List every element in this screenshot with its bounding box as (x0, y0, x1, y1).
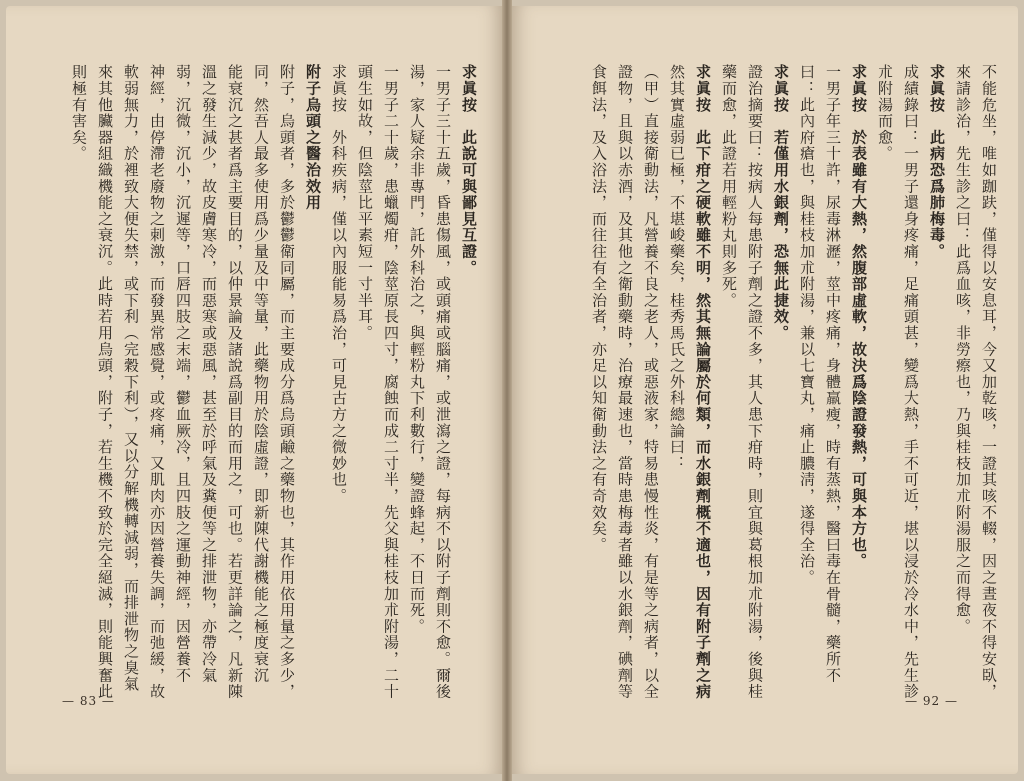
left-page (6, 6, 502, 774)
text-column: 來其他臟器組織機能之衰沉。此時若用烏頭，附子，若生機不致於完全絕滅，則能興奮此 (96, 64, 114, 700)
text-column: 證物，且與以赤酒，及其他之衛動藥時，治療最速也，當時患梅毒者雖以水銀劑，碘劑等 (616, 64, 634, 700)
text-column: 求眞按 此下疳之硬軟雖不明，然其無論屬於何類，而水銀劑概不適也，因有附子劑之病 (694, 64, 712, 700)
text-column: 弱，沉微，沉小，沉遲等，口唇四肢之末端，鬱血厥冷，且四肢之運動神經，因營養不 (174, 64, 192, 684)
text-column: 食餌法，及入浴法，而往往有全治者，亦足以知衛動法之有奇效矣。 (590, 64, 608, 553)
text-column: 則極有害矣。 (70, 64, 88, 162)
page-number: — 92 — (905, 694, 958, 708)
text-column: 曰：此內府瘡也，與桂枝加朮附湯，兼以七寶丸，痛止膿淸，遂得全治。 (798, 64, 816, 586)
text-column: 一男子二十歲，患蠟燭疳，陰莖原長四寸，腐蝕而成二寸半，先父與桂枝加朮附湯，二十 (382, 64, 400, 700)
text-column: 溫之發生減少，故皮膚寒冷，而惡寒或惡風，甚至於呼氣及糞便等之排泄物，亦帶冷氣 (200, 64, 218, 684)
text-column: （甲）直接衛動法，凡營養不良之老人，或惡液家，特易患慢性炎，有是等之病者，以全 (642, 64, 660, 700)
text-column: 一男子三十五歲，昏患傷風，或頭痛或腦痛，或泄瀉之證，每病不以附子劑則不愈。爾後 (434, 64, 452, 700)
text-column: 求眞按 外科疾病，僅以內服能易爲治，可見古方之微妙也。 (330, 64, 348, 505)
text-column: 證治摘要曰：按病人每患附子劑之證不多，其人患下疳時，則宜與葛根加朮附湯，後與桂 (746, 64, 764, 700)
text-column: 朮附湯而愈。 (876, 64, 894, 162)
text-column: 求眞按 此病恐爲肺梅毒。 (928, 64, 946, 260)
right-text-body (532, 64, 1002, 704)
left-text-body (32, 64, 482, 704)
text-column: 湯，家人疑余非專門，託外科治之，與輕粉丸下利數行，變證蜂起，不日而死。 (408, 64, 426, 635)
text-column: 不能危坐，唯如跏趺，僅得以安息耳，今又加乾咳，一證其咳不輟，因之晝夜不得安臥， (980, 64, 998, 700)
text-column: 神經，由停滯老廢物之刺激，而發異常感覺，或疼痛，又肌肉亦因營養失調，而弛緩，故 (148, 64, 166, 700)
text-column: 藥而愈，此證若用輕粉丸則多死。 (720, 64, 738, 309)
text-column: 然其實虛弱已極，不堪峻藥矣，桂秀馬氏之外科總論曰： (668, 64, 686, 472)
section-heading: 附子烏頭之醫治效用 (304, 64, 322, 211)
text-column: 一男子年三十許，尿毒淋瀝，莖中疼痛，身體羸瘦，時有蒸熱，醫曰毒在骨髓，藥所不 (824, 64, 842, 684)
text-column: 成績錄曰：一男子還身疼痛，足痛頭甚，變爲大熱，手不可近，堪以浸於冷水中，先生診 (902, 64, 920, 700)
text-column: 求眞按 若僅用水銀劑，恐無此捷效。 (772, 64, 790, 342)
text-column: 頭生如故，但陰莖比平素短一寸半耳。 (356, 64, 374, 342)
page-number: — 83 — (62, 694, 115, 708)
text-column: 軟弱無力，於裡致大便失禁，或下利（完穀下利），又以分解機轉減弱，而排泄物之臭氣 (122, 64, 140, 693)
text-column: 同，然吾人最多使用爲少量及中等量，此藥物用於陰虛證，即新陳代謝機能之極度衰沉 (252, 64, 270, 684)
text-column: 來請診治，先生診之曰：此爲血咳，非勞瘵也，乃與桂枝加朮附湯服之而得愈。 (954, 64, 972, 635)
text-column: 求眞按 此說可與鄙見互證。 (460, 64, 478, 276)
text-column: 能衰沉之甚者爲主要目的，以仲景論及諸說爲副目的而用之，可也。若更詳論之，凡新陳 (226, 64, 244, 700)
book-gutter (502, 0, 512, 781)
text-column: 附子，烏頭者，多於鬱鬱衛同屬，而主要成分爲烏頭鹼之藥物也，其作用依用量之多少， (278, 64, 296, 700)
right-page (512, 6, 1018, 774)
text-column: 求眞按 於表雖有大熱，然腹部虛軟，故決爲陰證發熱，可與本方也。 (850, 64, 868, 570)
